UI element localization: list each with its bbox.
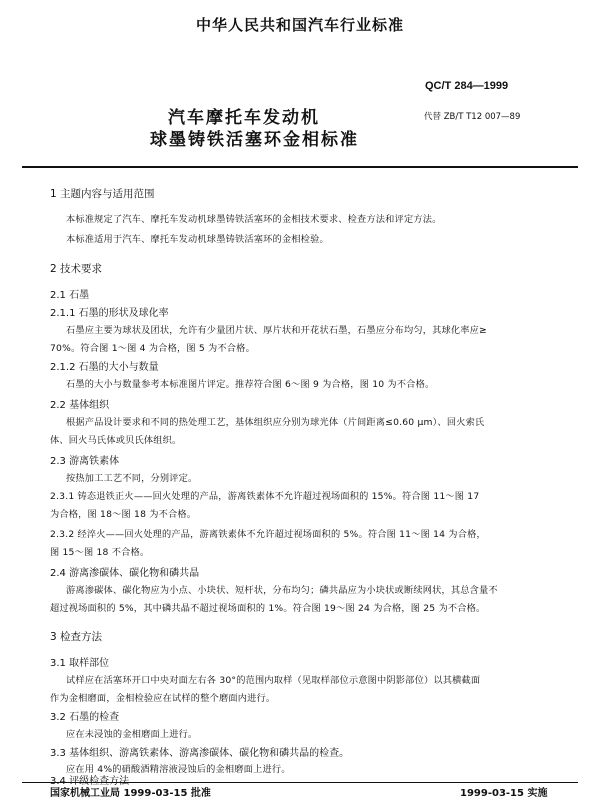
document-title-line-1: 汽车摩托车发动机 [168,108,320,128]
approval-note: 国家机械工业局 1999-03-15 批准 [50,788,211,799]
issuing-organization: 中华人民共和国汽车行业标准 [195,16,404,34]
subsection-heading: 3.4 评级检查方法 [50,776,130,787]
paragraph: 70%。符合图 1～图 4 为合格，图 5 为不合格。 [50,343,255,354]
subsection-heading: 2.3 游离铁素体 [50,456,120,467]
standard-number: QC/T 284—1999 [425,80,509,92]
paragraph: 游离渗碳体、碳化物应为小点、小块状、短杆状，分布均匀；磷共晶应为小块状或断续网状，其总含量不 [66,585,498,596]
paragraph: 根据产品设计要求和不同的热处理工艺，基体组织应分别为球光体（片间距离≤0.60 μm）、回火索氏 [66,417,485,428]
paragraph: 石墨的大小与数量参考本标准图片评定。推荐符合图 6～图 9 为合格，图 10 为不合格。 [66,379,435,390]
paragraph: 2.3.2 经淬火——回火处理的产品，游离铁素体不允许超过视场面积的 5%。符合图 11～图 14 为合格， [50,529,486,540]
paragraph: 体、回火马氏体或贝氏体组织。 [50,435,182,446]
paragraph: 应在未浸蚀的金相磨面上进行。 [66,729,198,740]
subsection-heading: 3.3 基体组织、游离铁素体、游离渗碳体、碳化物和磷共晶的检查。 [50,748,350,759]
paragraph: 2.3.1 铸态退铁正火——回火处理的产品，游离铁素体不允许超过视场面积的 15%。符合图 11～图 17 [50,491,480,502]
footer-divider [22,782,578,783]
section-3-heading: 3 检查方法 [50,631,103,643]
paragraph: 超过视场面积的 5%，其中磷共晶不超过视场面积的 1%。符合图 19～图 24 为合格，图 25 为不合格。 [50,603,486,614]
paragraph: 应在用 4%的硝酸酒精溶液浸蚀后的金相磨面上进行。 [66,764,291,775]
paragraph: 图 15～图 18 不合格。 [50,547,150,558]
section-1-paragraph: 本标准适用于汽车、摩托车发动机球墨铸铁活塞环的金相检验。 [66,234,329,245]
subsection-heading: 2.1 石墨 [50,290,90,301]
header-divider [22,166,578,168]
paragraph: 按热加工工艺不同，分别评定。 [66,473,198,484]
document-title-line-2: 球墨铸铁活塞环金相标准 [150,130,359,150]
paragraph: 试样应在活塞环开口中央对面左右各 30°的范围内取样（见取样部位示意图中阴影部位）以其横截面 [66,675,481,686]
paragraph: 作为金相磨面，金相检验应在试样的整个磨面内进行。 [50,693,276,704]
subsection-heading: 2.2 基体组织 [50,400,110,411]
subsection-heading: 2.1.1 石墨的形状及球化率 [50,308,169,319]
implementation-date: 1999-03-15 实施 [460,788,548,799]
section-1-paragraph: 本标准规定了汽车、摩托车发动机球墨铸铁活塞环的金相技术要求、检查方法和评定方法。 [66,214,442,225]
section-1-heading: 1 主题内容与适用范围 [50,188,155,200]
subsection-heading: 3.2 石墨的检查 [50,712,120,723]
subsection-heading: 2.1.2 石墨的大小与数量 [50,362,159,373]
paragraph: 为合格，图 18～图 18 为不合格。 [50,509,197,520]
subsection-heading: 3.1 取样部位 [50,658,110,669]
paragraph: 石墨应主要为球状及团状，允许有少量团片状、厚片状和开花状石墨，石墨应分布均匀，其球化率应≥ [66,325,487,336]
replaces-standard: 代替 ZB/T T12 007—89 [424,112,521,122]
section-2-heading: 2 技术要求 [50,263,103,275]
subsection-heading: 2.4 游离渗碳体、碳化物和磷共晶 [50,568,200,579]
